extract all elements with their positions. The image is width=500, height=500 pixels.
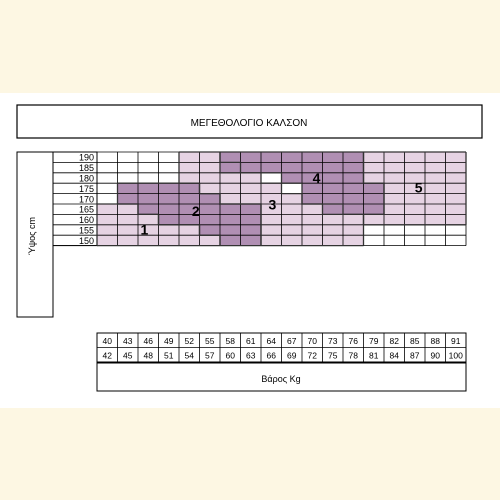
size-2-cell xyxy=(220,235,241,246)
weight-tick-label: 76 xyxy=(348,335,358,346)
size-3-cell xyxy=(261,214,282,225)
size-2-cell xyxy=(200,225,221,236)
size-3-cell xyxy=(200,183,221,194)
size-3-cell xyxy=(261,225,282,236)
weight-tick-label: 57 xyxy=(205,350,215,361)
size-2-cell xyxy=(118,194,139,205)
size-4-cell xyxy=(364,194,385,205)
size-3-cell xyxy=(220,173,241,184)
size-5-cell xyxy=(425,183,446,194)
size-5-cell xyxy=(446,162,467,173)
weight-tick-label: 43 xyxy=(123,335,133,346)
size-5-cell xyxy=(446,183,467,194)
size-2-cell xyxy=(220,225,241,236)
size-5-cell xyxy=(405,162,426,173)
size-5-cell xyxy=(384,214,405,225)
size-2-cell xyxy=(159,194,180,205)
height-tick-label: 170 xyxy=(78,194,94,205)
weight-tick-label: 55 xyxy=(205,335,215,346)
size-1-cell xyxy=(97,214,118,225)
height-tick-label: 190 xyxy=(78,152,94,163)
size-4-cell xyxy=(323,194,344,205)
size-4-cell xyxy=(343,183,364,194)
size-4-cell xyxy=(343,194,364,205)
weight-tick-label: 54 xyxy=(184,350,194,361)
size-4-cell xyxy=(282,152,303,163)
size-3-cell xyxy=(323,235,344,246)
size-4-cell xyxy=(282,173,303,184)
size-4-cell xyxy=(241,152,262,163)
size-2-cell xyxy=(138,194,159,205)
size-2-cell xyxy=(241,204,262,215)
size-1-label: 1 xyxy=(140,221,149,238)
size-4-cell xyxy=(343,162,364,173)
weight-tick-label: 85 xyxy=(410,335,420,346)
size-4-cell xyxy=(343,173,364,184)
size-3-cell xyxy=(302,214,323,225)
size-5-cell xyxy=(364,152,385,163)
size-5-cell xyxy=(425,214,446,225)
weight-tick-label: 75 xyxy=(328,350,338,361)
size-1-cell xyxy=(179,225,200,236)
size-1-cell xyxy=(97,204,118,215)
size-1-cell xyxy=(118,214,139,225)
size-3-cell xyxy=(220,183,241,194)
size-5-cell xyxy=(446,152,467,163)
size-3-cell xyxy=(282,204,303,215)
size-1-cell xyxy=(97,225,118,236)
size-4-cell xyxy=(302,194,323,205)
size-3-cell xyxy=(302,235,323,246)
size-3-cell xyxy=(179,162,200,173)
size-3-cell xyxy=(302,204,323,215)
weight-tick-label: 45 xyxy=(123,350,133,361)
size-5-cell xyxy=(446,173,467,184)
weight-tick-label: 40 xyxy=(102,335,112,346)
size-2-cell xyxy=(200,214,221,225)
size-3-cell xyxy=(282,225,303,236)
size-5-cell xyxy=(384,183,405,194)
size-5-cell xyxy=(425,152,446,163)
size-4-cell xyxy=(323,183,344,194)
size-4-cell xyxy=(261,152,282,163)
size-5-cell xyxy=(384,152,405,163)
chart-title: ΜΕΓΕΘΟΛΟΓΙΟ ΚΑΛΣΟΝ xyxy=(190,118,308,129)
size-2-cell xyxy=(159,214,180,225)
size-5-cell xyxy=(425,173,446,184)
size-4-cell xyxy=(302,152,323,163)
size-4-cell xyxy=(323,204,344,215)
size-3-cell xyxy=(282,235,303,246)
weight-tick-label: 73 xyxy=(328,335,338,346)
size-1-cell xyxy=(179,235,200,246)
weight-tick-label: 78 xyxy=(348,350,358,361)
size-5-cell xyxy=(364,214,385,225)
y-axis-label: Ύψος cm xyxy=(27,217,37,255)
size-2-cell xyxy=(241,235,262,246)
size-2-cell xyxy=(118,183,139,194)
size-4-cell xyxy=(220,162,241,173)
size-3-cell xyxy=(220,194,241,205)
size-2-cell xyxy=(241,225,262,236)
size-3-cell xyxy=(343,235,364,246)
weight-tick-label: 67 xyxy=(287,335,297,346)
size-3-cell xyxy=(261,183,282,194)
size-5-label: 5 xyxy=(414,179,423,196)
size-2-label: 2 xyxy=(191,202,200,219)
size-4-cell xyxy=(323,173,344,184)
size-4-cell xyxy=(261,162,282,173)
size-4-cell xyxy=(364,183,385,194)
weight-tick-label: 58 xyxy=(225,335,235,346)
size-2-cell xyxy=(159,183,180,194)
size-2-cell xyxy=(159,204,180,215)
size-5-cell xyxy=(364,173,385,184)
weight-tick-label: 87 xyxy=(410,350,420,361)
size-2-cell xyxy=(179,183,200,194)
size-5-cell xyxy=(405,152,426,163)
size-5-cell xyxy=(384,162,405,173)
size-4-cell xyxy=(364,204,385,215)
weight-tick-label: 46 xyxy=(143,335,153,346)
weight-tick-label: 66 xyxy=(266,350,276,361)
size-4-label: 4 xyxy=(312,170,321,186)
weight-tick-label: 49 xyxy=(164,335,174,346)
height-tick-label: 155 xyxy=(78,225,94,236)
size-3-cell xyxy=(323,225,344,236)
height-tick-label: 160 xyxy=(78,215,94,226)
weight-tick-label: 72 xyxy=(307,350,317,361)
grid xyxy=(53,152,466,362)
size-3-cell xyxy=(179,152,200,163)
height-tick-label: 180 xyxy=(78,173,94,184)
weight-tick-label: 69 xyxy=(287,350,297,361)
size-3-cell xyxy=(200,162,221,173)
size-1-cell xyxy=(118,235,139,246)
size-2-cell xyxy=(241,214,262,225)
size-5-cell xyxy=(425,204,446,215)
weight-tick-label: 63 xyxy=(246,350,256,361)
weight-tick-label: 91 xyxy=(451,335,461,346)
size-4-cell xyxy=(220,152,241,163)
size-5-cell xyxy=(384,194,405,205)
size-3-cell xyxy=(241,194,262,205)
size-3-cell xyxy=(343,214,364,225)
weight-tick-label: 81 xyxy=(369,350,379,361)
size-3-cell xyxy=(261,235,282,246)
size-1-cell xyxy=(118,204,139,215)
size-3-cell xyxy=(200,152,221,163)
x-axis-label: Βάρος Kg xyxy=(261,374,301,384)
size-4-cell xyxy=(282,162,303,173)
weight-tick-label: 88 xyxy=(430,335,440,346)
size-3-cell xyxy=(282,194,303,205)
size-5-cell xyxy=(405,214,426,225)
size-3-cell xyxy=(282,214,303,225)
size-5-cell xyxy=(425,162,446,173)
size-1-cell xyxy=(200,235,221,246)
size-5-cell xyxy=(384,204,405,215)
weight-tick-label: 70 xyxy=(307,335,317,346)
height-tick-label: 150 xyxy=(78,235,94,246)
size-3-cell xyxy=(200,173,221,184)
size-1-cell xyxy=(159,225,180,236)
size-5-cell xyxy=(405,204,426,215)
weight-tick-label: 100 xyxy=(448,350,463,361)
height-tick-label: 165 xyxy=(78,204,94,215)
size-2-cell xyxy=(138,183,159,194)
height-tick-label: 185 xyxy=(78,163,94,174)
size-4-cell xyxy=(241,162,262,173)
weight-tick-label: 51 xyxy=(164,350,174,361)
size-2-cell xyxy=(220,204,241,215)
size-3-cell xyxy=(343,225,364,236)
size-2-cell xyxy=(200,194,221,205)
weight-tick-label: 79 xyxy=(369,335,379,346)
weight-tick-label: 82 xyxy=(389,335,399,346)
size-1-cell xyxy=(118,225,139,236)
size-3-cell xyxy=(179,173,200,184)
weight-tick-label: 48 xyxy=(143,350,153,361)
size-4-cell xyxy=(323,152,344,163)
weight-tick-label: 84 xyxy=(389,350,399,361)
weight-tick-label: 52 xyxy=(184,335,194,346)
weight-tick-label: 64 xyxy=(266,335,276,346)
size-1-cell xyxy=(159,235,180,246)
weight-tick-label: 42 xyxy=(102,350,112,361)
size-5-cell xyxy=(446,214,467,225)
size-2-cell xyxy=(220,214,241,225)
size-5-cell xyxy=(364,162,385,173)
size-4-cell xyxy=(343,204,364,215)
size-3-label: 3 xyxy=(268,196,277,213)
size-1-cell xyxy=(97,235,118,246)
size-3-cell xyxy=(241,173,262,184)
size-2-cell xyxy=(200,204,221,215)
size-2-cell xyxy=(138,204,159,215)
size-5-cell xyxy=(425,194,446,205)
size-4-cell xyxy=(343,152,364,163)
weight-tick-label: 90 xyxy=(430,350,440,361)
size-5-cell xyxy=(446,194,467,205)
height-tick-label: 175 xyxy=(78,183,94,194)
size-3-cell xyxy=(241,183,262,194)
size-4-cell xyxy=(323,162,344,173)
size-3-cell xyxy=(302,225,323,236)
weight-tick-label: 61 xyxy=(246,335,256,346)
size-5-cell xyxy=(384,173,405,184)
size-3-cell xyxy=(323,214,344,225)
weight-tick-label: 60 xyxy=(225,350,235,361)
size-5-cell xyxy=(446,204,467,215)
